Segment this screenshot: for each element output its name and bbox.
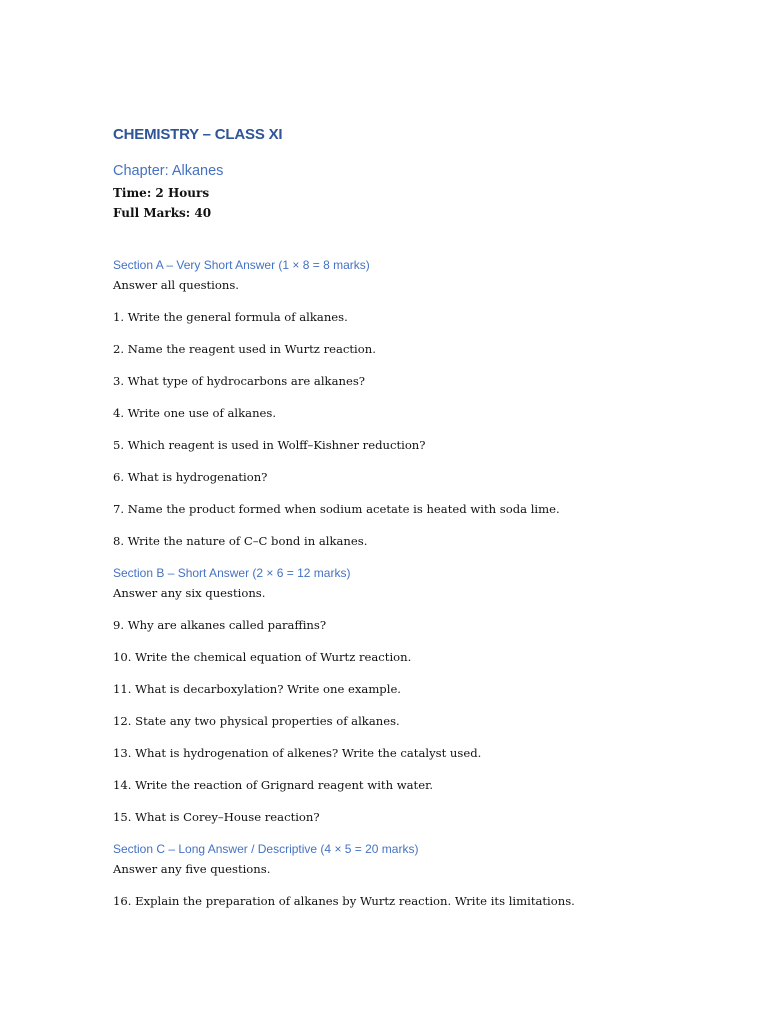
question-item: 11. What is decarboxylation? Write one example.: [113, 682, 401, 696]
section-c-heading: Section C – Long Answer / Descriptive (4 × 5 = 20 marks): [113, 842, 419, 856]
question-item: 2. Name the reagent used in Wurtz reaction.: [113, 342, 376, 356]
question-item: 14. Write the reaction of Grignard reagent with water.: [113, 778, 434, 792]
full-marks-info: Full Marks: 40: [113, 206, 212, 220]
question-item: 6. What is hydrogenation?: [113, 470, 268, 484]
question-item: 15. What is Corey–House reaction?: [113, 810, 320, 824]
question-item: 7. Name the product formed when sodium acetate is heated with soda lime.: [113, 502, 560, 516]
question-item: 5. Which reagent is used in Wolff–Kishner reduction?: [113, 438, 426, 452]
chapter-title: Chapter: Alkanes: [113, 163, 224, 179]
question-item: 4. Write one use of alkanes.: [113, 406, 277, 420]
question-item: 16. Explain the preparation of alkanes by Wurtz reaction. Write its limitations.: [113, 894, 575, 908]
question-item: 13. What is hydrogenation of alkenes? Write the catalyst used.: [113, 746, 482, 760]
question-item: 3. What type of hydrocarbons are alkanes?: [113, 374, 365, 388]
question-item: 10. Write the chemical equation of Wurtz reaction.: [113, 650, 412, 664]
paper-title: CHEMISTRY – CLASS XI: [113, 126, 283, 143]
time-info: Time: 2 Hours: [113, 186, 210, 200]
question-item: 1. Write the general formula of alkanes.: [113, 310, 348, 324]
question-item: 8. Write the nature of C–C bond in alkanes.: [113, 534, 368, 548]
question-item: 12. State any two physical properties of alkanes.: [113, 714, 400, 728]
section-c-instruction: Answer any five questions.: [113, 862, 271, 876]
question-item: 9. Why are alkanes called paraffins?: [113, 618, 327, 632]
section-a-heading: Section A – Very Short Answer (1 × 8 = 8 marks): [113, 258, 370, 272]
section-b-heading: Section B – Short Answer (2 × 6 = 12 marks): [113, 566, 351, 580]
section-b-instruction: Answer any six questions.: [113, 586, 266, 600]
section-a-instruction: Answer all questions.: [113, 278, 239, 292]
